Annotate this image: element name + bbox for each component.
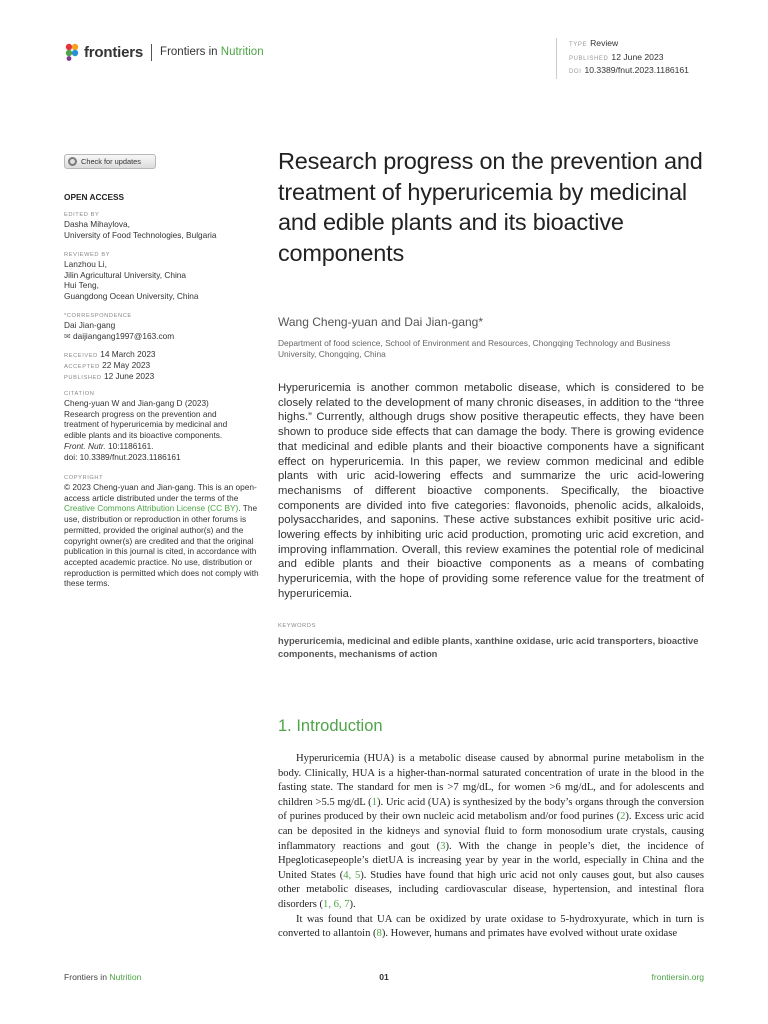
reference-link[interactable]: 1, 6, 7 bbox=[323, 898, 350, 910]
meta-published bbox=[569, 52, 689, 66]
update-icon bbox=[68, 157, 77, 166]
meta-doi-value[interactable]: 10.3389/fnut.2023.1186161 bbox=[584, 65, 689, 75]
section-heading: 1. Introduction bbox=[278, 717, 383, 735]
published-row bbox=[64, 371, 264, 382]
edited-by-block bbox=[64, 211, 264, 240]
body-text: ). Excess uric acid can be deposited in the kidneys and synovial fluid to form monosodium urate crystals, causing inflammatory reactions and gout ( bbox=[278, 811, 704, 852]
published-date: 12 June 2023 bbox=[103, 371, 155, 381]
footer-journal-name: Nutrition bbox=[109, 972, 142, 982]
reference-link[interactable]: 3 bbox=[440, 840, 446, 852]
edited-by-label: EDITED BY bbox=[64, 212, 100, 218]
reference-link[interactable]: 2 bbox=[620, 811, 626, 823]
received-label: RECEIVED bbox=[64, 353, 98, 359]
keywords-label: KEYWORDS bbox=[278, 623, 316, 629]
check-updates-label: Check for updates bbox=[81, 157, 141, 166]
accepted-label: ACCEPTED bbox=[64, 364, 100, 370]
reviewed-by-block bbox=[64, 251, 264, 302]
body-text: ). Studies have found that high uric acid not only causes gout, but also causes other metabolic diseases, including cardiovascular disease, hypertension, and intestinal flora disorders ( bbox=[278, 869, 704, 910]
abstract: Hyperuricemia is another common metabolic disease, which is considered to be closely related to the development of many chronic diseases, in addition to the “three highs.” Currently, although drugs show positive therapeutic effects, they have been shown to produce side effects that can damage the body. There is growing evidence that medicinal and edible plants and their bioactive components have a significant effect on hyperuricemia. In this paper, we review common medicinal and edible plants with uric acid-lowering effects and summarize the uric acid-lowering mechanisms of different bioactive components. Specifically, the bioactive components are divided into five categories: flavonoids, phenolic acids, alkaloids, polysaccharides, and saponins. These active substances exhibit positive uric acid-lowering effects by inhibiting uric acid production, promoting uric acid excretion, and improving inflammation. Overall, this review examines the potential role of medicinal and edible plants and their bioactive components as a means of combating hyperuricemia, with the hope of providing some reference value for the treatment of hyperuricemia. bbox=[278, 382, 704, 600]
citation-line: Cheng-yuan W and Jian-gang D (2023) bbox=[64, 398, 209, 408]
accepted-date: 22 May 2023 bbox=[102, 360, 151, 370]
citation-line: edible plants and its bioactive components. bbox=[64, 430, 223, 441]
body-text: ). bbox=[349, 898, 356, 910]
journal-name[interactable] bbox=[160, 46, 264, 58]
check-for-updates-button[interactable] bbox=[64, 154, 156, 169]
editor-affiliation: University of Food Technologies, Bulgaria bbox=[64, 229, 217, 240]
citation-journal: Front. Nutr. bbox=[64, 440, 106, 451]
meta-doi-label: DOI bbox=[569, 69, 582, 75]
meta-type-value: Review bbox=[590, 38, 619, 48]
article-body bbox=[278, 752, 704, 942]
reviewer-affiliation: Jilin Agricultural University, China bbox=[64, 269, 187, 280]
citation-line: treatment of hyperuricemia by medicinal and bbox=[64, 419, 228, 430]
reviewer-name: Hui Teng, bbox=[64, 280, 99, 291]
accepted-row bbox=[64, 360, 264, 371]
logo-divider bbox=[151, 44, 152, 61]
reference-link[interactable]: 1 bbox=[371, 796, 377, 808]
citation-line: Research progress on the prevention and bbox=[64, 408, 217, 419]
article-meta bbox=[556, 38, 689, 79]
citation-block bbox=[64, 390, 264, 462]
received-row bbox=[64, 349, 264, 360]
correspondence-email[interactable]: daijiangang1997@163.com bbox=[73, 330, 175, 341]
journal-title: Nutrition bbox=[220, 46, 264, 58]
received-date: 14 March 2023 bbox=[100, 349, 156, 359]
footer-site-link[interactable]: frontiersin.org bbox=[651, 972, 704, 982]
citation-volume: 10:1186161. bbox=[105, 440, 154, 451]
footer-journal[interactable] bbox=[64, 972, 141, 982]
copyright-text-start: © 2023 Cheng-yuan and Jian-gang. This is an open-access article distributed under the terms of the bbox=[64, 482, 257, 503]
frontiers-logo[interactable] bbox=[64, 42, 264, 62]
reviewed-by-label: REVIEWED BY bbox=[64, 252, 111, 258]
citation-label: CITATION bbox=[64, 391, 95, 397]
copyright-text-end: . The use, distribution or reproduction in other forums is permitted, provided the original author(s) and the copyright owner(s) are credited and that the original publication in this journal is cited, in accordance with accepted academic practice. No use, distribution or reproduction is permitted which does not comply with these terms. bbox=[64, 503, 259, 589]
meta-published-value: 12 June 2023 bbox=[611, 51, 664, 62]
correspondence-block bbox=[64, 312, 264, 342]
correspondence-email-row[interactable] bbox=[64, 331, 264, 343]
citation-journal-row bbox=[64, 441, 264, 452]
correspondence-label: *CORRESPONDENCE bbox=[64, 313, 132, 319]
copyright-block bbox=[64, 474, 264, 589]
citation-doi[interactable]: doi: 10.3389/fnut.2023.1186161 bbox=[64, 451, 181, 462]
frontiers-logo-icon bbox=[64, 43, 80, 61]
body-text: ). Uric acid (UA) is synthesized by the body’s organs through the conversion of purines produced by their own nucleic acid metabolism and/or food purines ( bbox=[278, 796, 704, 823]
journal-prefix: Frontiers in bbox=[160, 46, 221, 58]
keywords: hyperuricemia, medicinal and edible plants, xanthine oxidase, uric acid transporters, bioactive components, mechanisms of action bbox=[278, 635, 699, 659]
article-affiliation: Department of food science, School of Environment and Resources, Chongqing Technology and Business University, Chongqing, China bbox=[278, 338, 671, 359]
meta-doi bbox=[569, 65, 689, 79]
email-icon: ✉ bbox=[64, 331, 71, 341]
open-access-label: OPEN ACCESS bbox=[64, 192, 125, 202]
license-link[interactable]: Creative Commons Attribution License (CC BY) bbox=[64, 503, 239, 514]
body-paragraph bbox=[278, 913, 704, 942]
reviewer-name: Lanzhou Li, bbox=[64, 259, 107, 269]
editor-name: Dasha Mihaylova, bbox=[64, 219, 130, 229]
body-text: ). However, humans and primates have evolved without urate oxidase bbox=[381, 928, 678, 940]
dates-block bbox=[64, 349, 264, 382]
body-text: ). With the change in people’s diet, the incidence of Hpegloticasepeople’s dietUA is increasing year by year in the world, especially in China and the United States ( bbox=[278, 840, 704, 881]
body-text: It was found that UA can be oxidized by urate oxidase to 5-hydroxyurate, which in turn is converted to allantoin ( bbox=[278, 913, 704, 940]
page-number: 01 bbox=[379, 972, 389, 982]
brand-name: frontiers bbox=[84, 43, 144, 61]
published-label: PUBLISHED bbox=[64, 375, 102, 381]
footer-journal-prefix: Frontiers in bbox=[64, 972, 110, 982]
meta-published-label: PUBLISHED bbox=[569, 55, 609, 62]
meta-type-label: TYPE bbox=[569, 42, 588, 48]
reference-link[interactable]: 8 bbox=[376, 928, 382, 940]
article-title: Research progress on the prevention and treatment of hyperuricemia by medicinal and edible plants and its bioactive components bbox=[278, 148, 703, 266]
meta-type bbox=[569, 38, 689, 52]
article-authors: Wang Cheng-yuan and Dai Jian-gang* bbox=[278, 315, 484, 329]
copyright-label: COPYRIGHT bbox=[64, 475, 104, 481]
reference-link[interactable]: 4, 5 bbox=[343, 869, 361, 881]
body-paragraph bbox=[278, 752, 704, 913]
body-text: Hyperuricemia (HUA) is a metabolic disease caused by abnormal purine metabolism in the body. Clinically, HUA is a higher-than-normal saturated concentration of urate in the blood in the fasting state. The standard for men is >7 mg/dL, for women >6 mg/dL, and for adolescents and children >5.5 mg/dL ( bbox=[278, 753, 704, 808]
open-access bbox=[64, 192, 264, 203]
correspondence-name: Dai Jian-gang bbox=[64, 320, 116, 330]
copyright-text bbox=[64, 482, 264, 589]
reviewer-affiliation: Guangdong Ocean University, China bbox=[64, 291, 199, 302]
